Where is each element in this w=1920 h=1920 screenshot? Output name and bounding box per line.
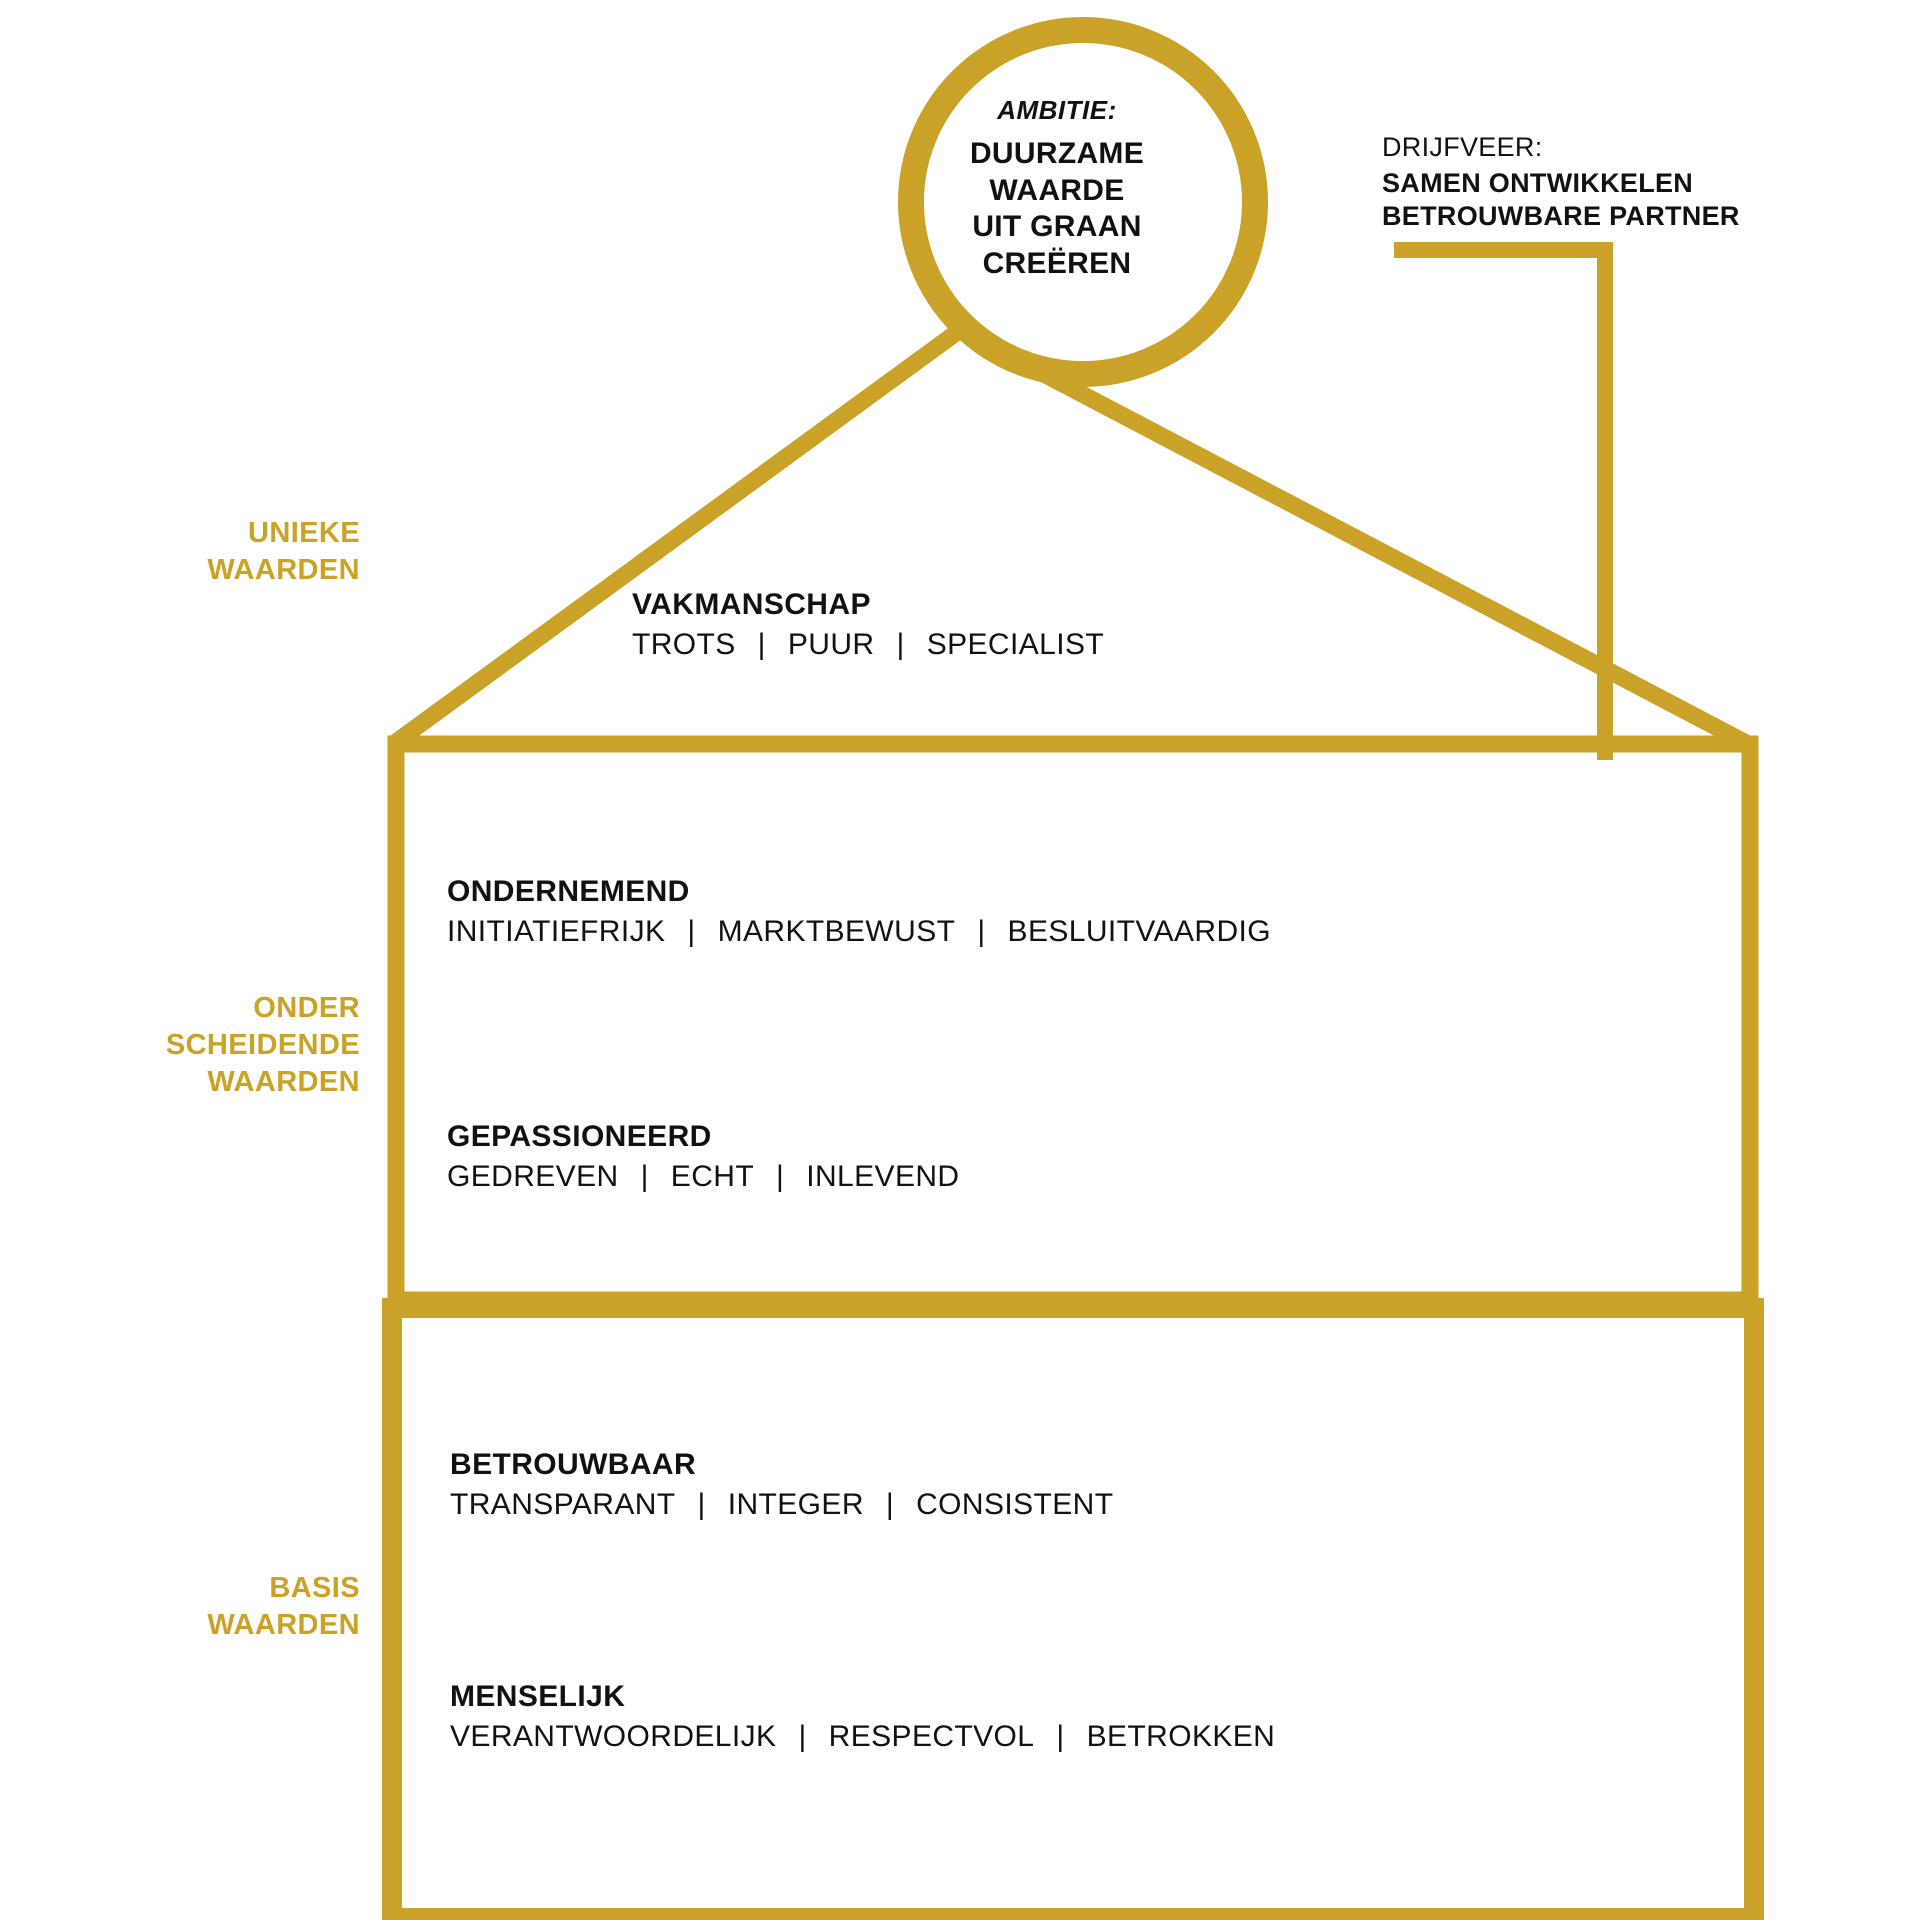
roof-shape: [392, 330, 1750, 745]
value-title: BETROUWBAAR: [450, 1448, 697, 1481]
value-group-gepassioneerd: [447, 1120, 960, 1194]
value-item: PUUR: [787, 628, 875, 661]
value-separator: |: [885, 1488, 895, 1521]
value-item: VERANTWOORDELIJK: [450, 1720, 777, 1753]
ambition-line-4: CREËREN: [982, 246, 1132, 280]
value-group-ondernemend: [447, 875, 1271, 949]
value-title: GEPASSIONEERD: [447, 1120, 712, 1153]
value-group-menselijk: [450, 1680, 1275, 1754]
drive-line-2: BETROUWBARE PARTNER: [1382, 201, 1740, 232]
value-title: MENSELIJK: [450, 1680, 626, 1713]
side-label-onderscheidende-line-1: ONDER: [253, 992, 360, 1024]
side-label-basis-line-2: WAARDEN: [207, 1609, 360, 1642]
drive-text-block: [1382, 132, 1802, 234]
value-separator: |: [798, 1720, 807, 1753]
value-items: [450, 1488, 1113, 1522]
value-separator: |: [1056, 1720, 1065, 1753]
value-item: TRANSPARANT: [450, 1488, 676, 1521]
lower-room-box: [392, 1308, 1754, 1918]
value-group-betrouwbaar: [450, 1448, 1113, 1522]
value-separator: |: [697, 1488, 706, 1521]
ambition-text-block: [912, 95, 1202, 282]
value-item: GEDREVEN: [447, 1160, 619, 1193]
side-label-unieke-waarden: [30, 515, 360, 589]
value-separator: |: [757, 628, 766, 661]
side-label-basis-line-1: BASIS: [269, 1572, 360, 1604]
side-label-unieke-line-2: WAARDEN: [207, 554, 360, 587]
value-separator: |: [896, 628, 905, 661]
value-separator: |: [687, 915, 696, 948]
side-label-basis-waarden: [30, 1570, 360, 1644]
value-item: SPECIALIST: [926, 628, 1105, 661]
value-separator: |: [977, 915, 986, 948]
value-item: ECHT: [670, 1160, 755, 1193]
upper-room-box: [396, 744, 1750, 1300]
value-item: BESLUITVAARDIG: [1007, 915, 1271, 948]
value-items: [447, 915, 1271, 949]
side-label-onderscheidende-waarden: [30, 990, 360, 1101]
value-item: BETROKKEN: [1086, 1720, 1276, 1753]
ambition-line-1: DUURZAME: [969, 137, 1145, 170]
value-title: ONDERNEMEND: [447, 875, 690, 908]
side-label-unieke-line-1: UNIEKE: [248, 517, 360, 549]
value-item: INTEGER: [727, 1488, 864, 1521]
value-separator: |: [640, 1160, 649, 1193]
value-items: [447, 1160, 960, 1194]
ambition-line-3: UIT GRAAN: [972, 210, 1142, 244]
drive-line-1: SAMEN ONTWIKKELEN: [1382, 168, 1694, 198]
side-label-onderscheidende-line-2: SCHEIDENDE: [165, 1029, 360, 1062]
drive-kicker: DRIJFVEER:: [1382, 132, 1543, 162]
value-items: [450, 1720, 1275, 1754]
value-item: RESPECTVOL: [828, 1720, 1035, 1753]
value-item: INITIATIEFRIJK: [447, 915, 666, 948]
value-title: VAKMANSCHAP: [632, 588, 871, 621]
value-item: MARKTBEWUST: [717, 915, 956, 948]
value-items: [632, 628, 1104, 662]
ambition-line-2: WAARDE: [989, 173, 1125, 207]
value-item: CONSISTENT: [916, 1488, 1114, 1521]
value-item: INLEVEND: [806, 1160, 960, 1193]
value-group-vakmanschap: [632, 588, 1104, 662]
ambition-kicker: AMBITIE:: [997, 95, 1117, 125]
value-item: TROTS: [632, 628, 736, 661]
side-label-onderscheidende-line-3: WAARDEN: [207, 1066, 360, 1099]
chimney-shape: [1394, 250, 1605, 760]
value-separator: |: [776, 1160, 785, 1193]
